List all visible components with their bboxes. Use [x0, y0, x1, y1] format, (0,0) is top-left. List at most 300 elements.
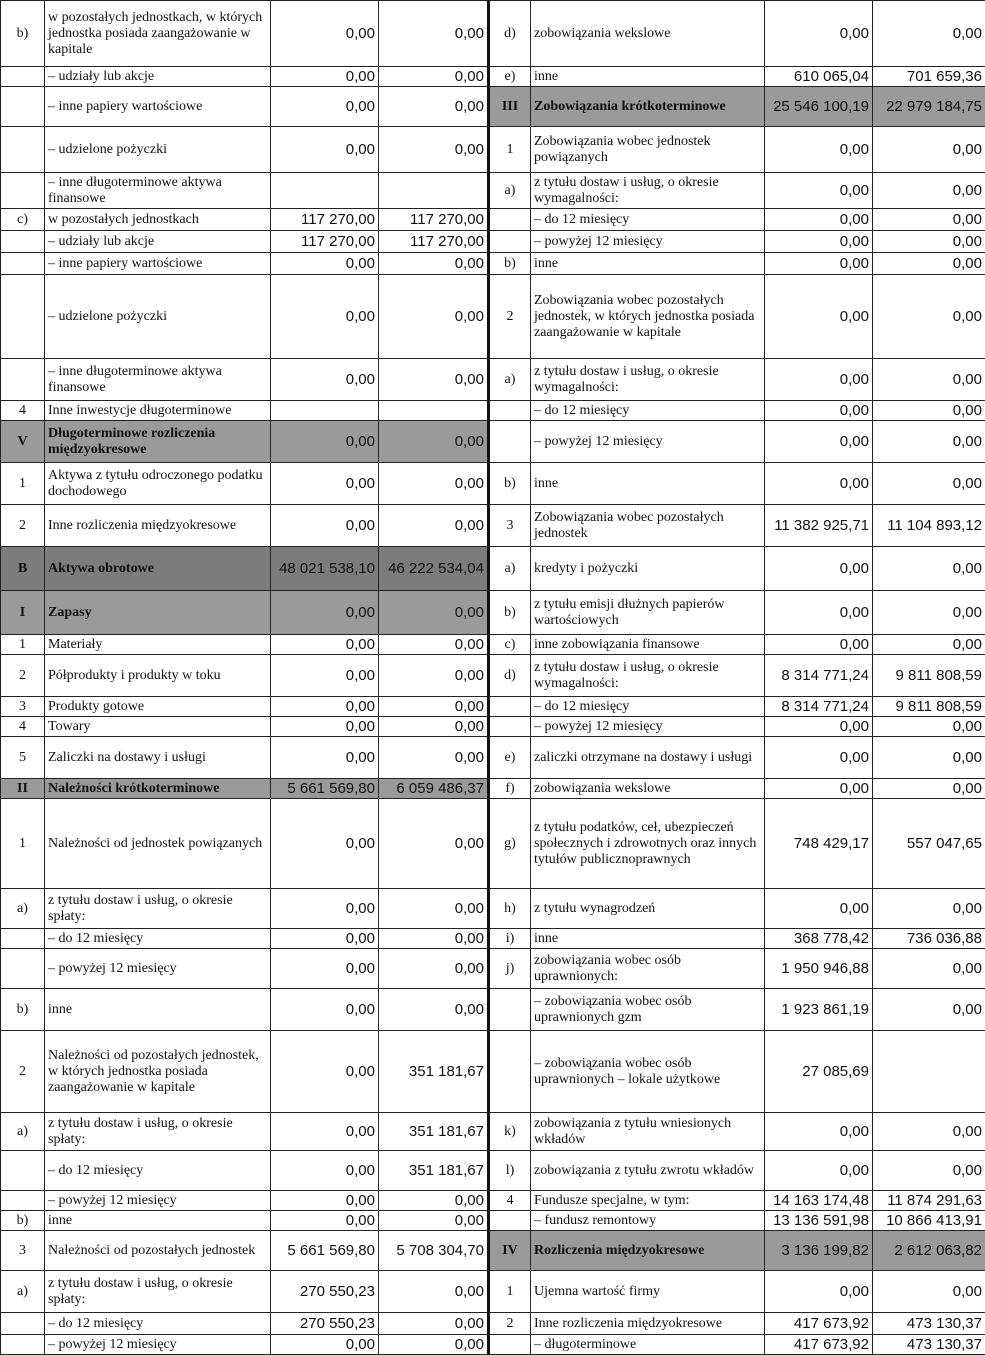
- right-label-cell: Zobowiązania wobec pozostałych jednostek, w których jednostka posiada zaangażowanie w kapitale: [531, 275, 765, 359]
- right-label-cell: Ujemna wartość firmy: [531, 1271, 765, 1313]
- left-label-cell: z tytułu dostaw i usług, o okresie spłaty:: [45, 889, 271, 929]
- right-value-previous-cell: 0,00: [873, 463, 985, 505]
- right-value-previous-cell: 0,00: [873, 359, 985, 401]
- left-label-cell: – inne papiery wartościowe: [45, 253, 271, 275]
- left-value-previous-cell: 351 181,67: [379, 1031, 489, 1113]
- left-label-cell: Materiały: [45, 635, 271, 655]
- left-label-cell: – udzielone pożyczki: [45, 127, 271, 173]
- left-value-current-cell: 48 021 538,10: [271, 547, 379, 591]
- left-value-current-cell: [271, 401, 379, 421]
- table-row: [1, 697, 985, 717]
- table-row: [1, 463, 985, 505]
- right-value-previous-cell: 736 036,88: [873, 929, 985, 949]
- right-label-cell: z tytułu podatków, ceł, ubezpieczeń społecznych i zdrowotnych oraz innych tytułów publicznoprawnych: [531, 799, 765, 889]
- right-label-cell: – powyżej 12 miesięcy: [531, 717, 765, 737]
- left-index-cell: [1, 253, 45, 275]
- right-value-previous-cell: 0,00: [873, 253, 985, 275]
- left-value-previous-cell: 0,00: [379, 989, 489, 1031]
- right-value-current-cell: 0,00: [765, 421, 873, 463]
- left-index-cell: 5: [1, 737, 45, 779]
- right-value-previous-cell: 701 659,36: [873, 67, 985, 87]
- right-label-cell: – do 12 miesięcy: [531, 401, 765, 421]
- right-value-previous-cell: 10 866 413,91: [873, 1211, 985, 1231]
- right-label-cell: – powyżej 12 miesięcy: [531, 421, 765, 463]
- left-value-previous-cell: [379, 173, 489, 209]
- left-value-current-cell: 0,00: [271, 889, 379, 929]
- left-value-current-cell: 5 661 569,80: [271, 779, 379, 799]
- right-index-cell: 2: [489, 1313, 531, 1335]
- right-index-cell: [489, 401, 531, 421]
- table-row: [1, 635, 985, 655]
- left-value-current-cell: 0,00: [271, 929, 379, 949]
- left-label-cell: – do 12 miesięcy: [45, 1151, 271, 1191]
- table-row: [1, 1191, 985, 1211]
- right-index-cell: e): [489, 67, 531, 87]
- right-index-cell: [489, 1031, 531, 1113]
- left-value-current-cell: [271, 173, 379, 209]
- right-label-cell: Rozliczenia międzyokresowe: [531, 1231, 765, 1271]
- right-value-previous-cell: 0,00: [873, 1271, 985, 1313]
- table-body: [1, 1, 985, 1355]
- right-value-previous-cell: 0,00: [873, 635, 985, 655]
- table-row: [1, 359, 985, 401]
- left-value-previous-cell: 5 708 304,70: [379, 1231, 489, 1271]
- left-label-cell: Należności od pozostałych jednostek: [45, 1231, 271, 1271]
- right-label-cell: z tytułu dostaw i usług, o okresie wymagalności:: [531, 655, 765, 697]
- right-index-cell: 2: [489, 275, 531, 359]
- left-value-previous-cell: 0,00: [379, 421, 489, 463]
- right-index-cell: g): [489, 799, 531, 889]
- right-label-cell: zobowiązania z tytułu wniesionych wkładów: [531, 1113, 765, 1151]
- left-index-cell: a): [1, 1271, 45, 1313]
- right-value-previous-cell: 0,00: [873, 173, 985, 209]
- right-value-previous-cell: 0,00: [873, 591, 985, 635]
- left-value-previous-cell: 0,00: [379, 1313, 489, 1335]
- left-label-cell: – inne długoterminowe aktywa finansowe: [45, 359, 271, 401]
- left-label-cell: inne: [45, 989, 271, 1031]
- right-label-cell: zobowiązania wobec osób uprawnionych:: [531, 949, 765, 989]
- right-label-cell: – długoterminowe: [531, 1335, 765, 1355]
- left-label-cell: – inne papiery wartościowe: [45, 87, 271, 127]
- right-value-previous-cell: 0,00: [873, 989, 985, 1031]
- left-value-current-cell: 0,00: [271, 1, 379, 67]
- left-index-cell: c): [1, 209, 45, 231]
- right-index-cell: d): [489, 1, 531, 67]
- left-value-previous-cell: 0,00: [379, 697, 489, 717]
- left-value-previous-cell: 0,00: [379, 67, 489, 87]
- right-index-cell: 3: [489, 505, 531, 547]
- table-row: [1, 505, 985, 547]
- left-value-previous-cell: 117 270,00: [379, 231, 489, 253]
- table-row: [1, 87, 985, 127]
- left-label-cell: Długoterminowe rozliczenia międzyokresowe: [45, 421, 271, 463]
- left-index-cell: [1, 359, 45, 401]
- left-label-cell: Inne inwestycje długoterminowe: [45, 401, 271, 421]
- right-value-previous-cell: 0,00: [873, 1151, 985, 1191]
- left-label-cell: w pozostałych jednostkach: [45, 209, 271, 231]
- right-label-cell: Inne rozliczenia międzyokresowe: [531, 1313, 765, 1335]
- right-value-previous-cell: 0,00: [873, 1113, 985, 1151]
- left-label-cell: Aktywa obrotowe: [45, 547, 271, 591]
- left-value-previous-cell: 0,00: [379, 127, 489, 173]
- left-index-cell: [1, 173, 45, 209]
- right-value-current-cell: 0,00: [765, 547, 873, 591]
- left-value-current-cell: 0,00: [271, 655, 379, 697]
- left-value-previous-cell: 0,00: [379, 949, 489, 989]
- left-value-previous-cell: 0,00: [379, 1, 489, 67]
- right-label-cell: – do 12 miesięcy: [531, 209, 765, 231]
- left-value-previous-cell: 0,00: [379, 359, 489, 401]
- right-index-cell: b): [489, 253, 531, 275]
- left-value-current-cell: 270 550,23: [271, 1313, 379, 1335]
- right-label-cell: Fundusze specjalne, w tym:: [531, 1191, 765, 1211]
- left-value-current-cell: 0,00: [271, 949, 379, 989]
- left-index-cell: [1, 1151, 45, 1191]
- right-index-cell: [489, 231, 531, 253]
- left-index-cell: [1, 929, 45, 949]
- left-value-previous-cell: 0,00: [379, 889, 489, 929]
- left-label-cell: Półprodukty i produkty w toku: [45, 655, 271, 697]
- left-value-current-cell: 0,00: [271, 635, 379, 655]
- table-row: [1, 401, 985, 421]
- right-value-current-cell: 0,00: [765, 1113, 873, 1151]
- left-label-cell: – udziały lub akcje: [45, 67, 271, 87]
- left-index-cell: a): [1, 889, 45, 929]
- left-value-previous-cell: 0,00: [379, 929, 489, 949]
- left-value-current-cell: 0,00: [271, 253, 379, 275]
- left-value-current-cell: 0,00: [271, 1151, 379, 1191]
- left-label-cell: Należności od pozostałych jednostek, w których jednostka posiada zaangażowanie w kapitale: [45, 1031, 271, 1113]
- left-value-current-cell: 0,00: [271, 67, 379, 87]
- right-value-previous-cell: 473 130,37: [873, 1313, 985, 1335]
- right-label-cell: Zobowiązania wobec jednostek powiązanych: [531, 127, 765, 173]
- right-value-current-cell: 0,00: [765, 717, 873, 737]
- table-row: [1, 799, 985, 889]
- left-value-current-cell: 0,00: [271, 799, 379, 889]
- right-index-cell: IV: [489, 1231, 531, 1271]
- left-index-cell: B: [1, 547, 45, 591]
- right-label-cell: kredyty i pożyczki: [531, 547, 765, 591]
- right-value-current-cell: 0,00: [765, 231, 873, 253]
- right-index-cell: f): [489, 779, 531, 799]
- left-index-cell: 2: [1, 1031, 45, 1113]
- right-value-previous-cell: 473 130,37: [873, 1335, 985, 1355]
- left-index-cell: [1, 1313, 45, 1335]
- left-value-previous-cell: 46 222 534,04: [379, 547, 489, 591]
- left-index-cell: 3: [1, 1231, 45, 1271]
- right-value-current-cell: 0,00: [765, 889, 873, 929]
- right-value-current-cell: 1 923 861,19: [765, 989, 873, 1031]
- right-label-cell: – do 12 miesięcy: [531, 697, 765, 717]
- table-row: [1, 1, 985, 67]
- left-value-current-cell: 0,00: [271, 87, 379, 127]
- left-index-cell: 4: [1, 717, 45, 737]
- right-value-current-cell: 1 950 946,88: [765, 949, 873, 989]
- table-row: [1, 591, 985, 635]
- left-label-cell: – udziały lub akcje: [45, 231, 271, 253]
- table-row: [1, 1313, 985, 1335]
- table-row: [1, 421, 985, 463]
- left-value-previous-cell: 0,00: [379, 463, 489, 505]
- right-label-cell: z tytułu wynagrodzeń: [531, 889, 765, 929]
- table-row: [1, 1031, 985, 1113]
- left-value-current-cell: 0,00: [271, 463, 379, 505]
- table-row: [1, 779, 985, 799]
- left-value-current-cell: 0,00: [271, 127, 379, 173]
- right-label-cell: – zobowiązania wobec osób uprawnionych gzm: [531, 989, 765, 1031]
- right-value-previous-cell: 9 811 808,59: [873, 655, 985, 697]
- left-value-previous-cell: 0,00: [379, 1191, 489, 1211]
- right-index-cell: 4: [489, 1191, 531, 1211]
- left-index-cell: a): [1, 1113, 45, 1151]
- right-index-cell: [489, 697, 531, 717]
- left-value-current-cell: 117 270,00: [271, 209, 379, 231]
- left-label-cell: Zaliczki na dostawy i usługi: [45, 737, 271, 779]
- left-value-previous-cell: 0,00: [379, 1271, 489, 1313]
- right-index-cell: b): [489, 591, 531, 635]
- left-index-cell: [1, 949, 45, 989]
- right-index-cell: h): [489, 889, 531, 929]
- right-index-cell: [489, 717, 531, 737]
- right-value-current-cell: 0,00: [765, 401, 873, 421]
- left-index-cell: 3: [1, 697, 45, 717]
- left-value-previous-cell: 0,00: [379, 655, 489, 697]
- right-value-previous-cell: 0,00: [873, 779, 985, 799]
- left-label-cell: – udzielone pożyczki: [45, 275, 271, 359]
- right-index-cell: [489, 1211, 531, 1231]
- right-value-current-cell: 0,00: [765, 359, 873, 401]
- left-label-cell: Inne rozliczenia międzyokresowe: [45, 505, 271, 547]
- left-value-current-cell: 0,00: [271, 359, 379, 401]
- left-value-previous-cell: 0,00: [379, 505, 489, 547]
- right-value-previous-cell: 0,00: [873, 949, 985, 989]
- right-value-current-cell: 0,00: [765, 463, 873, 505]
- left-label-cell: Należności od jednostek powiązanych: [45, 799, 271, 889]
- right-value-current-cell: 0,00: [765, 1271, 873, 1313]
- left-value-current-cell: 117 270,00: [271, 231, 379, 253]
- table-row: [1, 173, 985, 209]
- right-value-current-cell: 0,00: [765, 209, 873, 231]
- left-value-previous-cell: 0,00: [379, 635, 489, 655]
- left-value-current-cell: 0,00: [271, 421, 379, 463]
- right-index-cell: 1: [489, 127, 531, 173]
- right-index-cell: [489, 209, 531, 231]
- right-index-cell: [489, 989, 531, 1031]
- left-label-cell: – powyżej 12 miesięcy: [45, 1191, 271, 1211]
- table-row: [1, 253, 985, 275]
- left-value-current-cell: 0,00: [271, 989, 379, 1031]
- left-value-current-cell: 0,00: [271, 1191, 379, 1211]
- left-value-previous-cell: 351 181,67: [379, 1113, 489, 1151]
- right-label-cell: inne: [531, 67, 765, 87]
- left-index-cell: 4: [1, 401, 45, 421]
- left-value-previous-cell: 0,00: [379, 737, 489, 779]
- right-value-current-cell: 0,00: [765, 779, 873, 799]
- right-value-current-cell: 0,00: [765, 173, 873, 209]
- right-label-cell: – powyżej 12 miesięcy: [531, 231, 765, 253]
- left-value-previous-cell: 0,00: [379, 1211, 489, 1231]
- right-value-previous-cell: 0,00: [873, 421, 985, 463]
- right-label-cell: zobowiązania wekslowe: [531, 779, 765, 799]
- table-row: [1, 1271, 985, 1313]
- right-value-previous-cell: 0,00: [873, 889, 985, 929]
- right-label-cell: zaliczki otrzymane na dostawy i usługi: [531, 737, 765, 779]
- table-row: [1, 275, 985, 359]
- right-value-current-cell: 610 065,04: [765, 67, 873, 87]
- right-value-previous-cell: 0,00: [873, 209, 985, 231]
- left-index-cell: [1, 67, 45, 87]
- left-value-previous-cell: 117 270,00: [379, 209, 489, 231]
- table-row: [1, 655, 985, 697]
- table-row: [1, 929, 985, 949]
- table-row: [1, 1113, 985, 1151]
- left-index-cell: b): [1, 989, 45, 1031]
- left-value-previous-cell: 0,00: [379, 591, 489, 635]
- left-index-cell: [1, 87, 45, 127]
- right-index-cell: e): [489, 737, 531, 779]
- left-index-cell: [1, 231, 45, 253]
- right-value-previous-cell: 22 979 184,75: [873, 87, 985, 127]
- right-label-cell: z tytułu dostaw i usług, o okresie wymagalności:: [531, 359, 765, 401]
- left-label-cell: – inne długoterminowe aktywa finansowe: [45, 173, 271, 209]
- right-value-previous-cell: 557 047,65: [873, 799, 985, 889]
- right-index-cell: j): [489, 949, 531, 989]
- right-value-current-cell: 0,00: [765, 635, 873, 655]
- right-value-current-cell: 368 778,42: [765, 929, 873, 949]
- right-value-previous-cell: 0,00: [873, 401, 985, 421]
- right-index-cell: a): [489, 547, 531, 591]
- left-label-cell: Należności krótkoterminowe: [45, 779, 271, 799]
- right-index-cell: a): [489, 173, 531, 209]
- left-label-cell: z tytułu dostaw i usług, o okresie spłaty:: [45, 1113, 271, 1151]
- table-row: [1, 67, 985, 87]
- right-value-current-cell: 25 546 100,19: [765, 87, 873, 127]
- right-value-previous-cell: 9 811 808,59: [873, 697, 985, 717]
- right-label-cell: Zobowiązania krótkoterminowe: [531, 87, 765, 127]
- right-index-cell: b): [489, 463, 531, 505]
- left-index-cell: b): [1, 1, 45, 67]
- left-label-cell: w pozostałych jednostkach, w których jednostka posiada zaangażowanie w kapitale: [45, 1, 271, 67]
- table-row: [1, 737, 985, 779]
- right-index-cell: a): [489, 359, 531, 401]
- left-label-cell: – powyżej 12 miesięcy: [45, 1335, 271, 1355]
- left-value-previous-cell: 6 059 486,37: [379, 779, 489, 799]
- table-row: [1, 1211, 985, 1231]
- left-value-current-cell: 0,00: [271, 697, 379, 717]
- right-value-current-cell: 27 085,69: [765, 1031, 873, 1113]
- left-index-cell: V: [1, 421, 45, 463]
- right-value-current-cell: 0,00: [765, 591, 873, 635]
- right-index-cell: i): [489, 929, 531, 949]
- right-value-current-cell: 0,00: [765, 275, 873, 359]
- right-label-cell: inne: [531, 253, 765, 275]
- left-value-previous-cell: 0,00: [379, 799, 489, 889]
- left-index-cell: b): [1, 1211, 45, 1231]
- left-value-previous-cell: 0,00: [379, 717, 489, 737]
- right-index-cell: d): [489, 655, 531, 697]
- left-value-current-cell: 5 661 569,80: [271, 1231, 379, 1271]
- right-index-cell: III: [489, 87, 531, 127]
- left-index-cell: 2: [1, 505, 45, 547]
- left-value-current-cell: 0,00: [271, 717, 379, 737]
- table-row: [1, 209, 985, 231]
- table-row: [1, 127, 985, 173]
- right-value-previous-cell: 2 612 063,82: [873, 1231, 985, 1271]
- left-label-cell: – do 12 miesięcy: [45, 929, 271, 949]
- right-value-current-cell: 11 382 925,71: [765, 505, 873, 547]
- table-row: [1, 547, 985, 591]
- left-value-current-cell: 0,00: [271, 275, 379, 359]
- left-label-cell: Zapasy: [45, 591, 271, 635]
- left-value-previous-cell: [379, 401, 489, 421]
- left-label-cell: – do 12 miesięcy: [45, 1313, 271, 1335]
- left-value-current-cell: 0,00: [271, 1335, 379, 1355]
- left-index-cell: 2: [1, 655, 45, 697]
- right-index-cell: k): [489, 1113, 531, 1151]
- table-row: [1, 231, 985, 253]
- right-label-cell: z tytułu emisji dłużnych papierów wartościowych: [531, 591, 765, 635]
- left-label-cell: z tytułu dostaw i usług, o okresie spłaty:: [45, 1271, 271, 1313]
- left-value-current-cell: 0,00: [271, 737, 379, 779]
- right-value-current-cell: 14 163 174,48: [765, 1191, 873, 1211]
- right-value-previous-cell: 0,00: [873, 717, 985, 737]
- left-value-current-cell: 0,00: [271, 505, 379, 547]
- right-index-cell: c): [489, 635, 531, 655]
- table-row: [1, 717, 985, 737]
- left-value-previous-cell: 351 181,67: [379, 1151, 489, 1191]
- right-index-cell: 1: [489, 1271, 531, 1313]
- right-value-current-cell: 0,00: [765, 253, 873, 275]
- right-value-current-cell: 0,00: [765, 1151, 873, 1191]
- right-label-cell: – fundusz remontowy: [531, 1211, 765, 1231]
- left-index-cell: 1: [1, 463, 45, 505]
- right-label-cell: Zobowiązania wobec pozostałych jednostek: [531, 505, 765, 547]
- right-value-previous-cell: 0,00: [873, 737, 985, 779]
- right-value-previous-cell: 11 874 291,63: [873, 1191, 985, 1211]
- right-value-current-cell: 748 429,17: [765, 799, 873, 889]
- left-label-cell: Towary: [45, 717, 271, 737]
- right-label-cell: zobowiązania wekslowe: [531, 1, 765, 67]
- right-value-current-cell: 417 673,92: [765, 1335, 873, 1355]
- left-value-previous-cell: 0,00: [379, 87, 489, 127]
- left-label-cell: Produkty gotowe: [45, 697, 271, 717]
- right-value-previous-cell: [873, 1031, 985, 1113]
- table-row: [1, 989, 985, 1031]
- left-label-cell: inne: [45, 1211, 271, 1231]
- left-index-cell: I: [1, 591, 45, 635]
- left-value-current-cell: 0,00: [271, 1113, 379, 1151]
- right-label-cell: inne: [531, 463, 765, 505]
- right-value-current-cell: 0,00: [765, 127, 873, 173]
- left-value-previous-cell: 0,00: [379, 275, 489, 359]
- right-value-previous-cell: 11 104 893,12: [873, 505, 985, 547]
- table-row: [1, 1151, 985, 1191]
- table-row: [1, 1231, 985, 1271]
- right-label-cell: – zobowiązania wobec osób uprawnionych – lokale użytkowe: [531, 1031, 765, 1113]
- left-value-current-cell: 0,00: [271, 1211, 379, 1231]
- right-label-cell: inne: [531, 929, 765, 949]
- table-row: [1, 949, 985, 989]
- left-value-previous-cell: 0,00: [379, 1335, 489, 1355]
- right-value-current-cell: 0,00: [765, 737, 873, 779]
- right-value-current-cell: 8 314 771,24: [765, 655, 873, 697]
- left-index-cell: [1, 127, 45, 173]
- left-index-cell: 1: [1, 799, 45, 889]
- left-value-previous-cell: 0,00: [379, 253, 489, 275]
- right-value-current-cell: 3 136 199,82: [765, 1231, 873, 1271]
- left-label-cell: – powyżej 12 miesięcy: [45, 949, 271, 989]
- right-label-cell: z tytułu dostaw i usług, o okresie wymagalności:: [531, 173, 765, 209]
